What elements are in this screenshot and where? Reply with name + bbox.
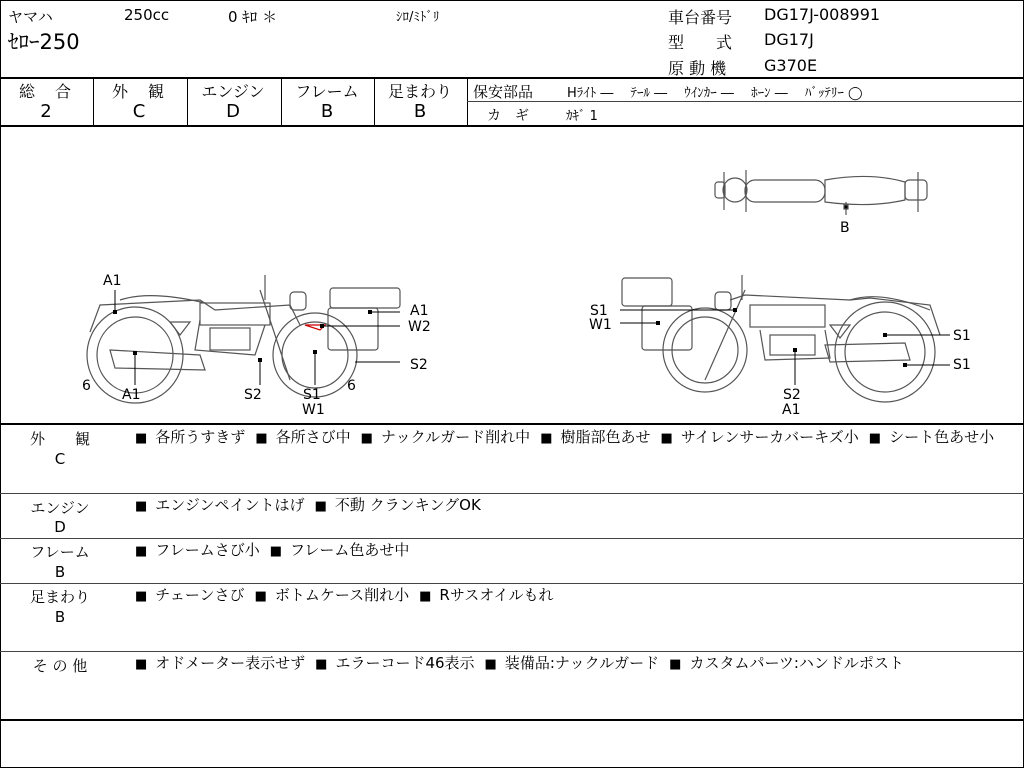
suspension-title: 足まわり	[29, 588, 90, 606]
engine-value: G370E	[764, 56, 818, 75]
score-overall: 2	[40, 101, 52, 122]
score-suspension: B	[413, 101, 427, 122]
diagram-label: B	[840, 220, 850, 236]
note: ■ 各所さび中	[255, 428, 350, 446]
diagram-label: S2	[783, 387, 801, 403]
engine-grade: D	[54, 518, 66, 536]
divider	[187, 78, 188, 126]
divider	[281, 78, 282, 126]
note: ■ 装備品:ナックルガード	[485, 654, 660, 672]
note: ■ サイレンサーカバーキズ小	[661, 428, 859, 446]
note: ■ Rサスオイルもれ	[419, 586, 553, 604]
frame-no: DG17J-008991	[764, 5, 881, 24]
frame-title: フレーム	[30, 543, 90, 561]
note: ■ エンジンペイントはげ	[135, 496, 305, 514]
note: ■ カスタムパーツ:ハンドルポスト	[669, 654, 904, 672]
note: ■ オドメーター表示せず	[135, 654, 305, 672]
score-overall-label: 総 合	[18, 82, 73, 101]
mileage-top: 0 ｷﾛ ＊	[228, 8, 278, 26]
divider	[93, 78, 94, 126]
type-label: 型 式	[668, 33, 733, 52]
note: ■ ボトムケース削れ小	[255, 586, 410, 604]
note: ■ フレーム色あせ中	[270, 541, 410, 559]
score-engine-label: エンジン	[201, 82, 265, 101]
key-value: ｶｷﾞ 1	[566, 109, 598, 124]
model-name: ｾﾛｰ250	[8, 30, 80, 54]
divider	[467, 101, 1022, 102]
diagram-label: W1	[302, 402, 325, 418]
score-engine: D	[226, 101, 240, 122]
divider	[0, 423, 1024, 425]
note: ■ シート色あせ小	[869, 428, 994, 446]
diagram-label: A1	[103, 273, 122, 289]
score-frame: B	[320, 101, 334, 122]
divider	[374, 78, 375, 126]
note: ■ チェーンさび	[135, 586, 245, 604]
other-notes	[135, 652, 1015, 676]
diagram-label: S1	[953, 328, 971, 344]
divider	[0, 719, 1024, 721]
exterior-grade: C	[54, 450, 66, 468]
score-exterior: C	[132, 101, 146, 122]
divider	[467, 78, 468, 126]
diagram-label: W1	[589, 317, 612, 333]
note: ■ フレームさび小	[135, 541, 260, 559]
engine-notes	[135, 494, 1015, 518]
note: ■ 不動 クランキングOK	[315, 496, 481, 514]
exterior-title: 外 観	[29, 430, 90, 448]
suspension-notes	[135, 584, 1015, 608]
maker: ヤマハ	[8, 8, 53, 26]
engine-title: エンジン	[30, 499, 90, 517]
exterior-notes	[135, 426, 1015, 450]
diagram-label: S2	[410, 357, 428, 373]
diagram-label: 6	[347, 378, 356, 394]
diagram-label: A1	[410, 303, 429, 319]
displacement: 250cc	[124, 6, 170, 24]
note: ■ エラーコード46表示	[315, 654, 474, 672]
diagram-label: S1	[590, 303, 608, 319]
other-title: そ の 他	[32, 657, 88, 675]
note: ■ 樹脂部色あせ	[540, 428, 650, 446]
frame-no-label: 車台番号	[668, 8, 733, 27]
note: ■ 各所うすきず	[135, 428, 245, 446]
score-frame-label: フレーム	[295, 82, 359, 101]
diagram-label: S1	[303, 387, 321, 403]
score-suspension-label: 足まわり	[387, 82, 452, 101]
frame-notes	[135, 539, 1015, 563]
diagram-label: W2	[408, 319, 431, 335]
safety-items: Hﾗｲﾄ ― ﾃｰﾙ ― ｳｲﾝｶｰ ― ﾎｰﾝ ― ﾊﾞｯﾃﾘｰ ◯	[567, 86, 863, 101]
suspension-grade: B	[54, 608, 66, 626]
score-exterior-label: 外 観	[111, 82, 166, 101]
type-value: DG17J	[764, 30, 814, 49]
note: ■ ナックルガード削れ中	[361, 428, 531, 446]
key-label: カ ギ	[487, 108, 529, 124]
diagram-label: S2	[244, 387, 262, 403]
diagram-label: A1	[122, 387, 141, 403]
engine-label: 原 動 機	[668, 59, 727, 78]
divider	[0, 125, 1024, 127]
diagram-label: S1	[953, 357, 971, 373]
color: ｼﾛ/ﾐﾄﾞﾘ	[396, 10, 440, 25]
safety-label: 保安部品	[473, 83, 534, 101]
frame-grade: B	[54, 563, 66, 581]
diagram-label: 6	[82, 378, 91, 394]
diagram-label: A1	[782, 402, 801, 418]
